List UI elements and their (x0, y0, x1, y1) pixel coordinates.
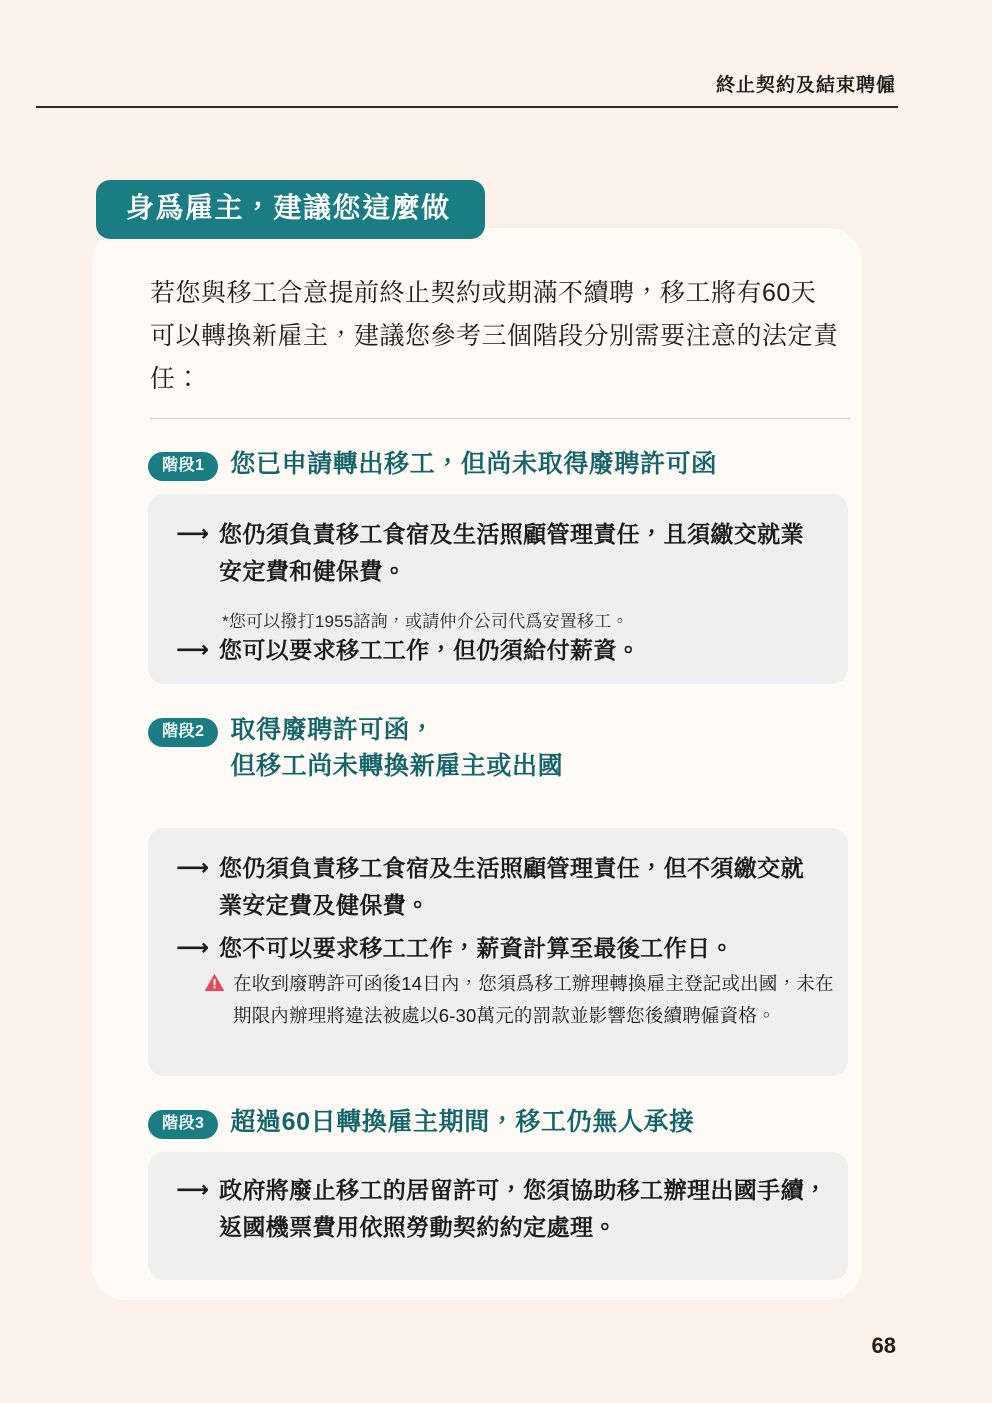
stage-2-title (230, 712, 563, 785)
stage-1-bullet-2-text: 您可以要求移工工作，但仍須給付薪資。 (218, 637, 641, 663)
stage-2-warning-text: 在收到廢聘許可函後14日內，您須爲移工辦理轉換雇主登記或出國，未在期限內辦理將違法被處以6-30萬元的罰款並影響您後續聘僱資格。 (233, 973, 834, 1026)
header-title: 終止契約及結束聘僱 (715, 75, 896, 96)
stage-1-heading (148, 446, 848, 482)
stage-1-note: *您可以撥打1955諮詢，或請仲介公司代爲安置移工。 (222, 612, 629, 631)
stage-1-title: 您已申請轉出移工，但尚未取得廢聘許可函 (230, 450, 717, 478)
arrow-icon: ⟶ (176, 1176, 209, 1202)
arrow-icon: ⟶ (176, 854, 209, 880)
stage-2-bullet-2-text: 您不可以要求移工工作，薪資計算至最後工作日。 (218, 935, 734, 961)
panel-intro-text: 若您與移工合意提前終止契約或期滿不續聘，移工將有60天可以轉換新雇主，建議您參考三個階段分別需要注意的法定責任： (150, 279, 839, 393)
stage-2-badge: 階段2 (148, 718, 218, 747)
warning-triangle-icon (204, 973, 225, 992)
stage-1-badge: 階段1 (148, 452, 218, 481)
page-header (36, 56, 956, 112)
stage-3-heading (148, 1104, 848, 1140)
arrow-icon: ⟶ (176, 520, 209, 546)
stage-3-bullet-1-text: 政府將廢止移工的居留許可，您須協助移工辦理出國手續，返國機票費用依照勞動契約約定處理。 (218, 1177, 828, 1241)
stage-1-bullet-2 (176, 632, 826, 669)
arrow-icon: ⟶ (176, 934, 209, 960)
stage-1-bullet-1 (176, 516, 826, 591)
stage-2-title-line2: 但移工尚未轉換新雇主或出國 (230, 752, 564, 781)
stage-2-bullet-1 (176, 850, 826, 925)
stage-3-title: 超過60日轉換雇主期間，移工仍無人承接 (230, 1108, 695, 1136)
header-divider (36, 106, 898, 108)
stage-2-heading (148, 712, 848, 785)
intro-divider (150, 418, 850, 419)
page-number: 68 (871, 1333, 896, 1358)
arrow-icon: ⟶ (176, 636, 209, 662)
stage-1-bullet-1-text: 您仍須負責移工食宿及生活照顧管理責任，且須繳交就業安定費和健保費。 (218, 521, 804, 585)
stage-2-bullet-1-text: 您仍須負責移工食宿及生活照顧管理責任，但不須繳交就業安定費及健保費。 (218, 855, 804, 919)
stage-3-badge: 階段3 (148, 1110, 218, 1139)
panel-title: 身爲雇主，建議您這麼做 (96, 180, 485, 239)
stage-3-bullet-1 (176, 1172, 831, 1247)
stage-2-bullet-2 (176, 930, 836, 967)
stage-2-title-line1: 取得廢聘許可函， (230, 716, 436, 744)
stage-2-warning (204, 968, 834, 1032)
